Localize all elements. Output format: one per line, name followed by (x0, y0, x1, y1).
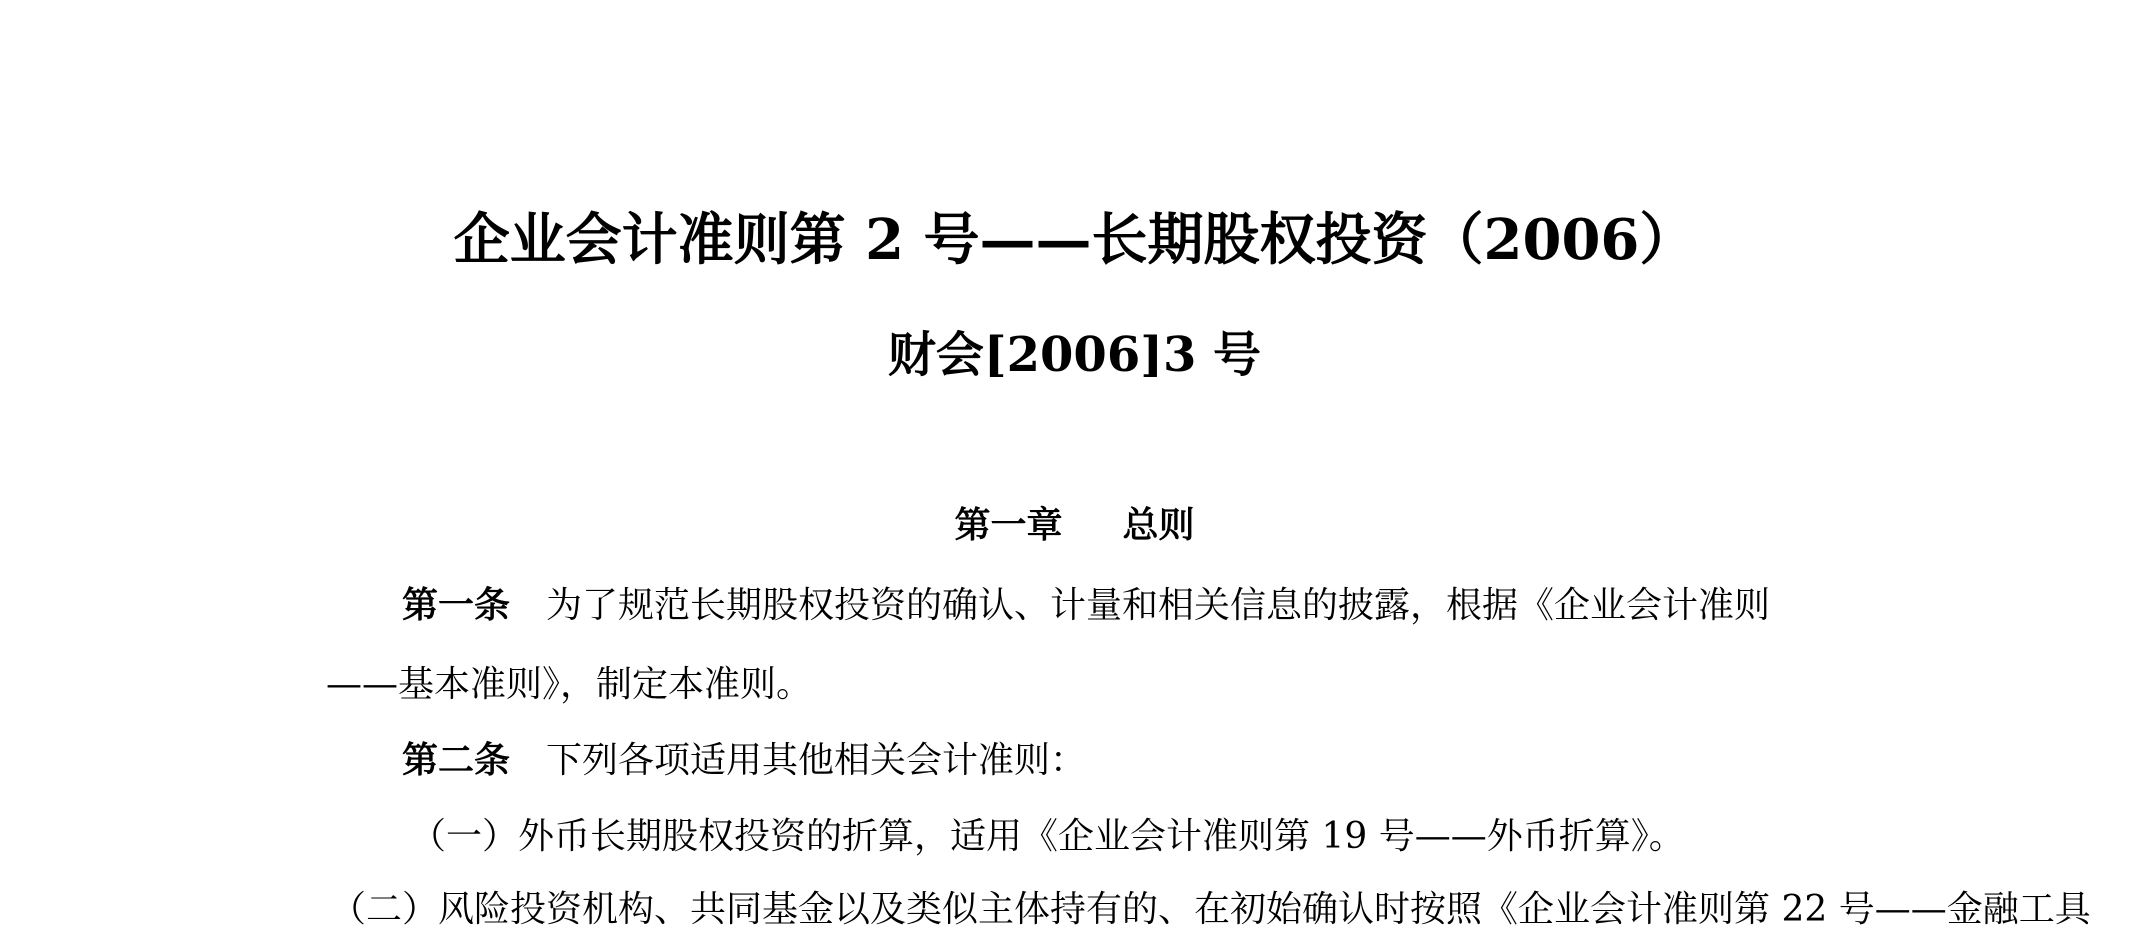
article-2-text-1: 下列各项适用其他相关会计准则： (546, 740, 1087, 781)
item-1 (410, 812, 1685, 862)
chapter-number: 第一章 (954, 504, 1063, 546)
chapter-name: 总则 (1122, 504, 1195, 546)
article-1-text-1: 为了规范长期股权投资的确认、计量和相关信息的披露，根据《企业会计准则 (546, 585, 1771, 626)
article-1-line-2 (326, 660, 812, 710)
article-1-text-2: ——基本准则》，制定本准则。 (326, 664, 813, 705)
article-1-label: 第一条 (402, 584, 511, 626)
article-2-line-1 (402, 735, 1086, 786)
item-1-text: （一）外币长期股权投资的折算，适用《企业会计准则第 19 号——外币折算》。 (410, 816, 1685, 857)
article-2-label: 第二条 (402, 739, 511, 781)
document-title: 企业会计准则第 2 号——长期股权投资（2006） (453, 207, 1696, 273)
document-number: 财会[2006]3 号 (887, 327, 1262, 383)
clipped-line (330, 885, 2091, 935)
article-1-line-1 (402, 580, 1770, 631)
chapter-heading (0, 500, 2149, 550)
clipped-line-text: （二）风险投资机构、共同基金以及类似主体持有的、在初始确认时按照《企业会计准则第 22 号——金融工具 (330, 889, 2091, 930)
